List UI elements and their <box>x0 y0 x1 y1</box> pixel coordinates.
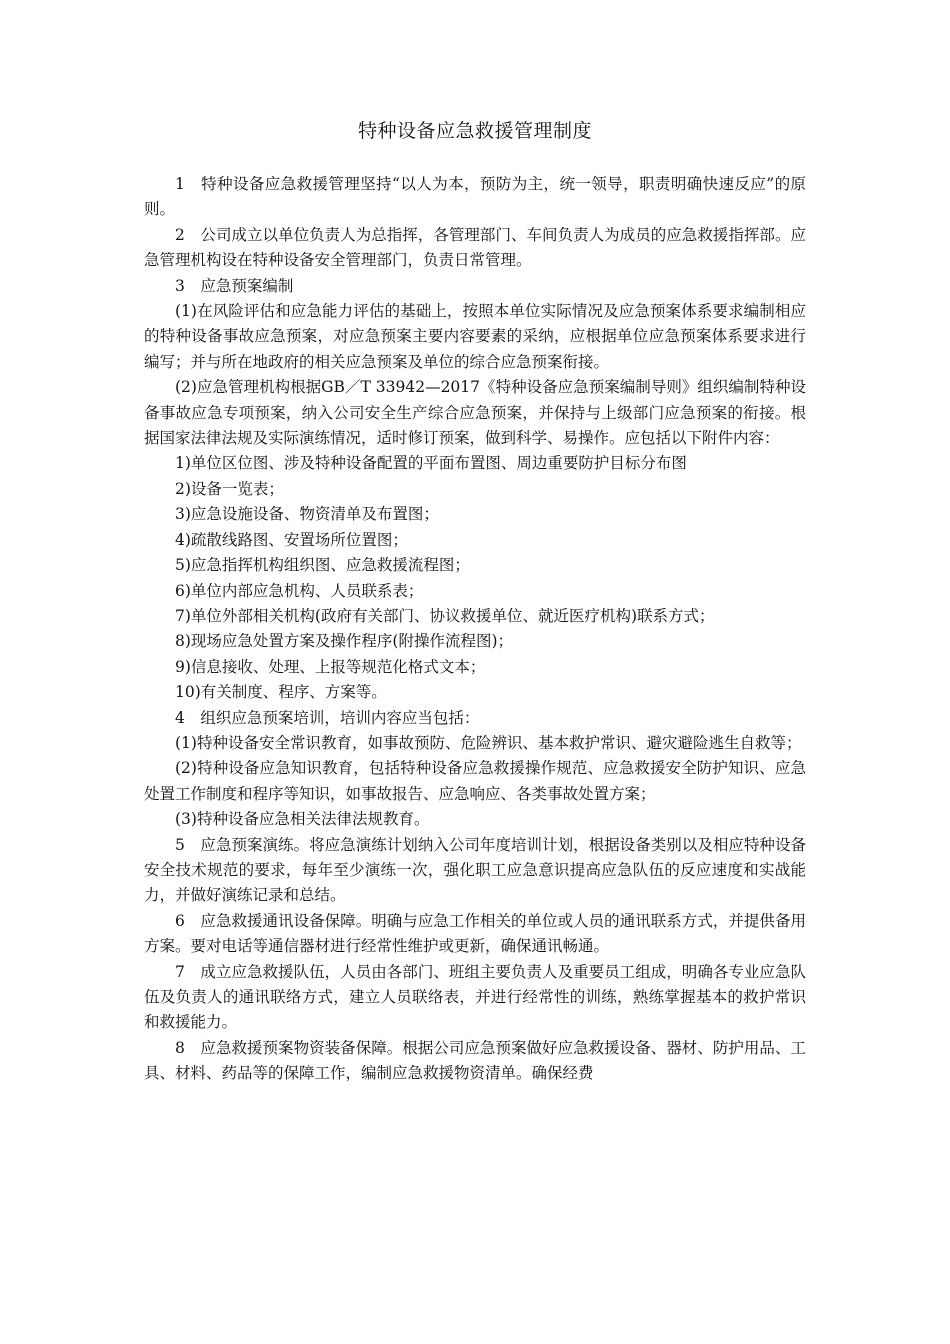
paragraph-4-1: (1)特种设备安全常识教育，如事故预防、危险辨识、基本救护常识、避灾避险逃生自救等； <box>175 733 802 752</box>
paragraph-8: 8 应急救援预案物资装备保障。根据公司应急预案做好应急救援设备、器材、防护用品、工具、材料、药品等的保障工作，编制应急救援物资清单。确保经费 <box>144 1038 806 1083</box>
appendix-item-1: 1)单位区位图、涉及特种设备配置的平面布置图、周边重要防护目标分布图 <box>175 454 687 473</box>
paragraph-3-heading: 3 应急预案编制 <box>175 276 294 295</box>
appendix-item-5: 5)应急指挥机构组织图、应急救援流程图； <box>175 556 470 575</box>
paragraph-7: 7 成立应急救援队伍，人员由各部门、班组主要负责人及重要员工组成，明确各专业应急队伍及负责人的通讯联络方式，建立人员联络表，并进行经常性的训练，熟练掌握基本的救护常识和救援能力。 <box>144 962 806 1032</box>
document-title: 特种设备应急救援管理制度 <box>357 120 592 142</box>
paragraph-5: 5 应急预案演练。将应急演练计划纳入公司年度培训计划，根据设备类别以及相应特种设备安全技术规范的要求，每年至少演练一次，强化职工应急意识提高应急队伍的反应速度和实战能力，并做好演练记录和总结。 <box>144 835 806 905</box>
appendix-item-7: 7)单位外部相关机构(政府有关部门、协议救援单位、就近医疗机构)联系方式； <box>175 606 715 625</box>
appendix-item-3: 3)应急设施设备、物资清单及布置图； <box>175 505 439 524</box>
paragraph-4-3: (3)特种设备应急相关法律法规教育。 <box>175 810 430 829</box>
paragraph-1: 1 特种设备应急救援管理坚持“以人为本，预防为主，统一领导，职责明确快速反应”的原则。 <box>144 175 806 219</box>
appendix-item-2: 2)设备一览表； <box>175 479 284 498</box>
paragraph-3-1: (1)在风险评估和应急能力评估的基础上，按照本单位实际情况及应急预案体系要求编制相应的特种设备事故应急预案，对应急预案主要内容要素的采纳，应根据单位应急预案体系要求进行编写；并与所在地政府的相关应急预案及单位的综合应急预案衔接。 <box>144 302 806 371</box>
appendix-item-10: 10)有关制度、程序、方案等。 <box>175 683 387 702</box>
paragraph-2: 2 公司成立以单位负责人为总指挥，各管理部门、车间负责人为成员的应急救援指挥部。应急管理机构设在特种设备安全管理部门，负责日常管理。 <box>144 225 806 270</box>
paragraph-4-2: (2)特种设备应急知识教育，包括特种设备应急救援操作规范、应急救援安全防护知识、应急处置工作制度和程序等知识，如事故报告、应急响应、各类事故处置方案； <box>144 759 806 803</box>
appendix-item-9: 9)信息接收、处理、上报等规范化格式文本； <box>175 657 486 676</box>
appendix-item-6: 6)单位内部应急机构、人员联系表； <box>175 581 424 600</box>
appendix-item-8: 8)现场应急处置方案及操作程序(附操作流程图)； <box>175 632 514 651</box>
paragraph-3-2: (2)应急管理机构根据GB／T 33942—2017《特种设备应急预案编制导则》组织编制特种设备事故应急专项预案，纳入公司安全生产综合应急预案，并保持与上级部门应急预案的衔接。根据国家法律法规及实际演练情况，适时修订预案，做到科学、易操作。应包括以下附件内容： <box>144 378 806 448</box>
paragraph-6: 6 应急救援通讯设备保障。明确与应急工作相关的单位或人员的通讯联系方式，并提供备用方案。要对电话等通信器材进行经常性维护或更新，确保通讯畅通。 <box>144 911 806 956</box>
paragraph-4: 4 组织应急预案培训，培训内容应当包括： <box>175 708 480 727</box>
appendix-item-4: 4)疏散线路图、安置场所位置图； <box>175 530 408 549</box>
